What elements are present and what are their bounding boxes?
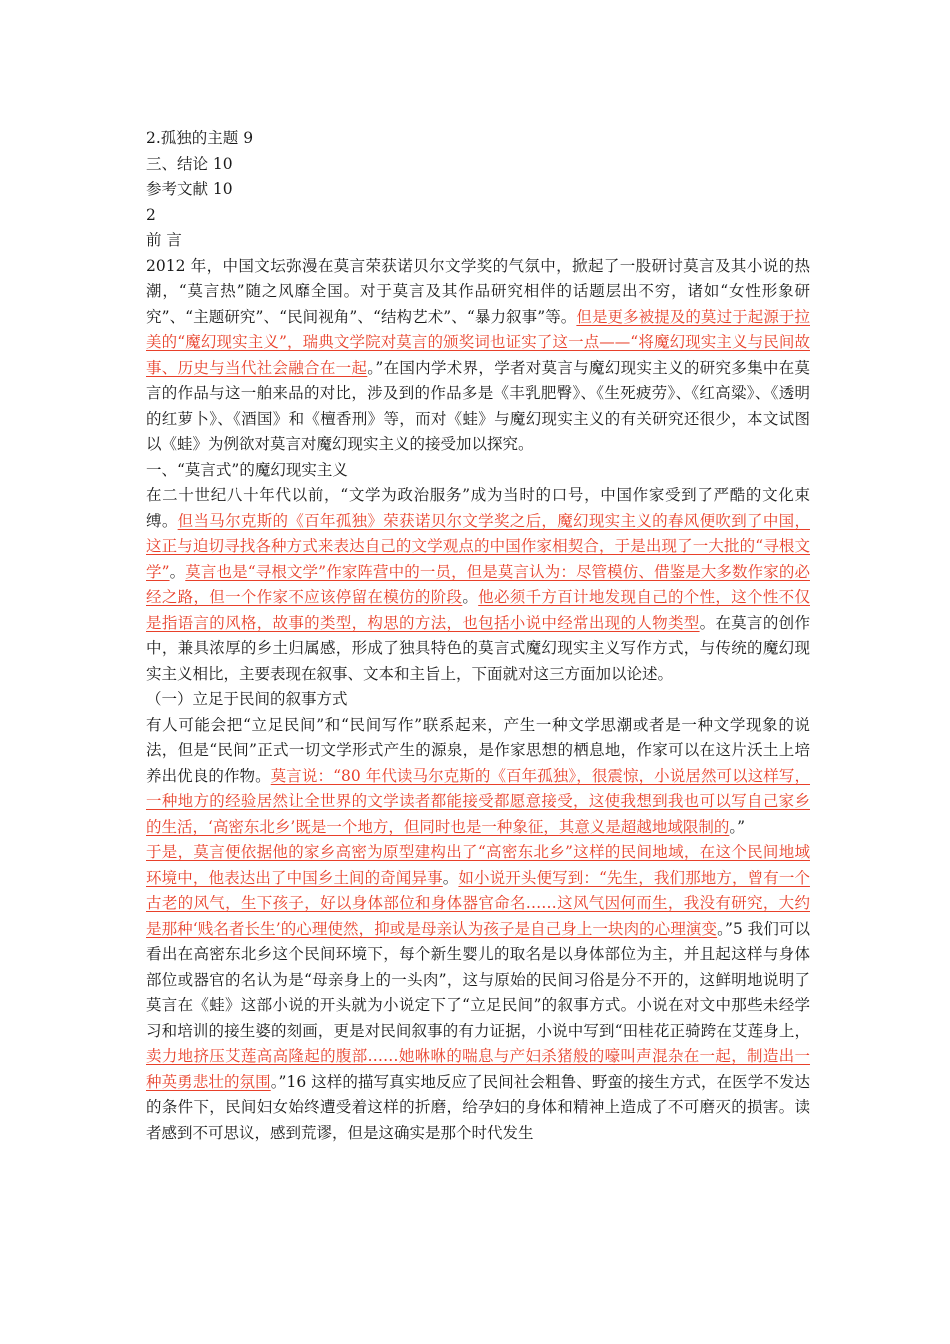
text-run: 。”	[729, 817, 746, 836]
subsection-heading: （一）立足于民间的叙事方式	[146, 690, 348, 708]
text-run: 。”5 我们可以看出在高密东北乡这个民间环境下，每个新生婴儿的取名是以身体部位为主，并且起这样与身体部位或器官的名认为是“母亲身上的一头肉”，这与原始的民间习俗是分不开的，这鲜明地说明了莫言在《蛙》这部小说的开头就为小说定下了“立足民间”的叙事方式。小说在对文中那些未经学习和培训的接生婆的刻画，更是对民间叙事的有力证据，小说中写到“田桂花正骑跨在艾莲身上，	[146, 919, 810, 1040]
highlighted-text: 如小说开头便写到：“先生，我们那地方，曾有一个古老的风气，生下孩子，好以身体部位和身体器官命名……这风气因何而生，我没有研究，大约是那种‘贱名者长生’的心理使然，抑或是母亲认为孩子是自己身上一块肉的心理演变	[146, 868, 810, 938]
text-run: 。	[169, 562, 186, 581]
highlighted-text: 他必须千方百计地发现自己的个性，这个性不仅是指语言的风格，故事的类型，构思的方法，也包括小说中经常出现的人物类型	[146, 588, 810, 632]
preface-heading: 前 言	[146, 231, 182, 249]
highlighted-text: 莫言也是“寻根文学”作家阵营中的一员，但是莫言认为：尽管模仿、借鉴是大多数作家的必经之路，但一个作家不应该停留在模仿的阶段	[146, 562, 810, 606]
preface-paragraph	[146, 254, 810, 458]
highlighted-text: 于是，莫言便依据他的家乡高密为原型建构出了“高密东北乡”这样的民间地域，在这个民间地域环境中，他表达出了中国乡土间的奇闻异事	[146, 843, 810, 887]
text-run: 。	[462, 588, 479, 606]
body-paragraph	[146, 840, 810, 1146]
text-run: 。	[442, 868, 459, 887]
highlighted-text: 莫言说：“80 年代读马尔克斯的《百年孤独》，很震惊，小说居然可以这样写，一种地方的经验居然让全世界的文学读者都能接受都愿意接受，这使我想到我也可以写自己家乡的生活，‘高密东北乡’既是一个地方，但同时也是一种象征，其意义是超越地域限制的	[146, 766, 810, 836]
toc-item: 参考文献 10	[146, 180, 233, 198]
text-run: 。”在国内学术界，学者对莫言与魔幻现实主义的研究多集中在莫言的作品与这一舶来品的对比，涉及到的作品多是《丰乳肥臀》、《生死疲劳》、《红高粱》、《透明的红萝卜》、《酒国》和《檀香刑》等，而对《蛙》与魔幻现实主义的有关研究还很少，本文试图以《蛙》为例欲对莫言对魔幻现实主义的接受加以探究。	[146, 358, 810, 453]
highlighted-text: 但当马尔克斯的《百年孤独》荣获诺贝尔文学奖之后，魔幻现实主义的春风便吹到了中国，这正与迫切寻找各种方式来表达自己的文学观点的中国作家相契合，于是出现了一大批的“寻根文学”	[146, 511, 810, 581]
text-run: 。”16 这样的描写真实地反应了民间社会粗鲁、野蛮的接生方式，在医学不发达的条件下，民间妇女始终遭受着这样的折磨，给孕妇的身体和精神上造成了不可磨灭的损害。读者感到不可思议，感到荒谬，但是这确实是那个时代发生	[146, 1072, 810, 1142]
toc-item: 2.孤独的主题 9	[146, 129, 254, 147]
toc-item: 三、结论 10	[146, 154, 233, 173]
body-paragraph	[146, 483, 810, 687]
section-heading: 一、“莫言式”的魔幻现实主义	[146, 460, 348, 479]
text-run: 有人可能会把“立足民间”和“民间写作”联系起来，产生一种文学思潮或者是一种文学现象的说法，但是“民间”正式一切文学形式产生的源泉，是作家思想的栖息地，作家可以在这片沃土上培养出优良的作物。	[146, 715, 810, 785]
text-run: 。在莫言的创作中，兼具浓厚的乡土归属感，形成了独具特色的莫言式魔幻现实主义写作方式，与传统的魔幻现实主义相比，主要表现在叙事、文本和主旨上，下面就对这三方面加以论述。	[146, 613, 810, 683]
document-page	[146, 126, 810, 1146]
page-number: 2	[146, 205, 156, 224]
highlighted-text: 卖力地挤压艾莲高高隆起的腹部……她咻咻的喘息与产妇杀猪般的嚎叫声混杂在一起，制造出一种英勇悲壮的氛围	[146, 1047, 810, 1091]
text-run: 2012 年，中国文坛弥漫在莫言荣获诺贝尔文学奖的气氛中，掀起了一股研讨莫言及其小说的热潮，“莫言热”随之风靡全国。对于莫言及其作品研究相伴的话题层出不穷，诸如“女性形象研究”、“主题研究”、“民间视角”、“结构艺术”、“暴力叙事”等。	[146, 256, 810, 326]
body-paragraph	[146, 713, 810, 841]
highlighted-text: 但是更多被提及的莫过于起源于拉美的“魔幻现实主义”，瑞典文学院对莫言的颁奖词也证实了这一点——“将魔幻现实主义与民间故事、历史与当代社会融合在一起	[146, 307, 810, 377]
text-run: 在二十世纪八十年代以前，“文学为政治服务”成为当时的口号，中国作家受到了严酷的文化束缚。	[146, 486, 810, 530]
